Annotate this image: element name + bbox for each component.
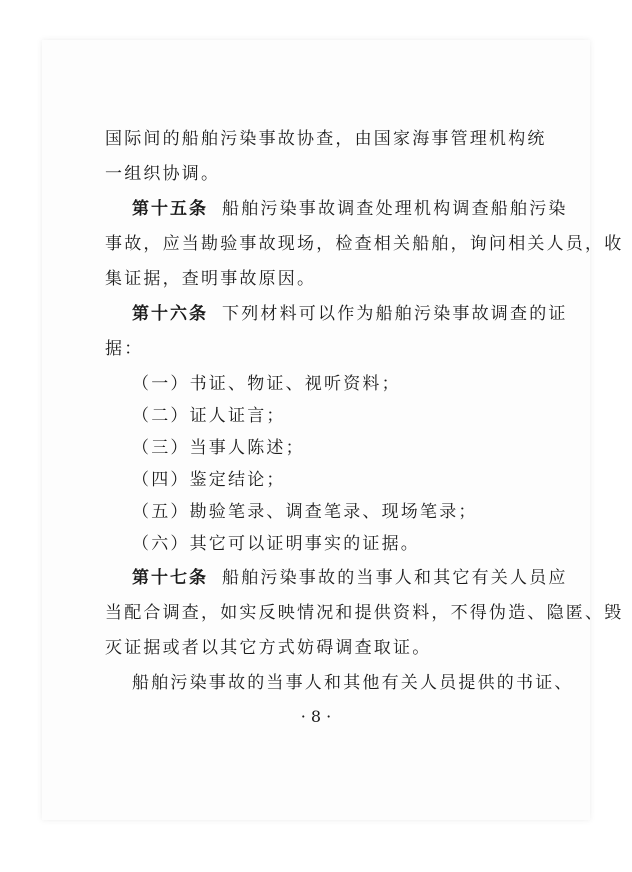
article-number: 第十六条 [132,304,208,324]
text-line-4 [105,233,632,255]
line-text: （五）勘验笔录、调查笔录、现场笔录； [132,502,478,522]
line-text: 国际间的船舶污染事故协查，由国家海事管理机构统 [105,129,547,149]
page-content [42,40,624,820]
text-line-17 [132,672,632,694]
article-number: 第十五条 [132,199,208,219]
line-text: 事故，应当勘验事故现场，检查相关船舶，询问相关人员，收 [105,234,624,254]
line-text: 下列材料可以作为船舶污染事故调查的证 [222,304,568,324]
line-text: （六）其它可以证明事实的证据。 [132,534,420,554]
line-text: 一组织协调。 [105,164,221,184]
list-item-2 [132,405,632,427]
line-text: 集证据，查明事故原因。 [105,269,317,289]
line-text: 船舶污染事故调查处理机构调查船舶污染 [222,199,568,219]
list-item-1 [132,373,632,395]
line-text: 船舶污染事故的当事人和其他有关人员提供的书证、 [132,673,574,693]
line-text: 据： [105,339,144,359]
text-line-2 [105,163,632,185]
text-line-5 [105,268,632,290]
line-text: 灭证据或者以其它方式妨碍调查取证。 [105,638,432,658]
line-text: （二）证人证言； [132,406,286,426]
document-page [42,40,624,820]
article-17-line [132,567,632,589]
article-16-line [132,303,632,325]
text-line-16 [105,637,632,659]
text-line-15 [105,602,632,624]
line-text: 船舶污染事故的当事人和其它有关人员应 [222,568,568,588]
line-text: 当配合调查，如实反映情况和提供资料，不得伪造、隐匿、毁 [105,603,624,623]
line-text: （四）鉴定结论； [132,470,286,490]
page-number: · 8 · [300,707,332,726]
line-text: （一）书证、物证、视听资料； [132,374,401,394]
text-line-7 [105,338,632,360]
article-15-line [132,198,632,220]
list-item-4 [132,469,632,491]
line-text: （三）当事人陈述； [132,438,305,458]
list-item-3 [132,437,632,459]
text-line-1 [105,128,632,150]
list-item-5 [132,501,632,523]
article-number: 第十七条 [132,568,208,588]
list-item-6 [132,533,632,555]
